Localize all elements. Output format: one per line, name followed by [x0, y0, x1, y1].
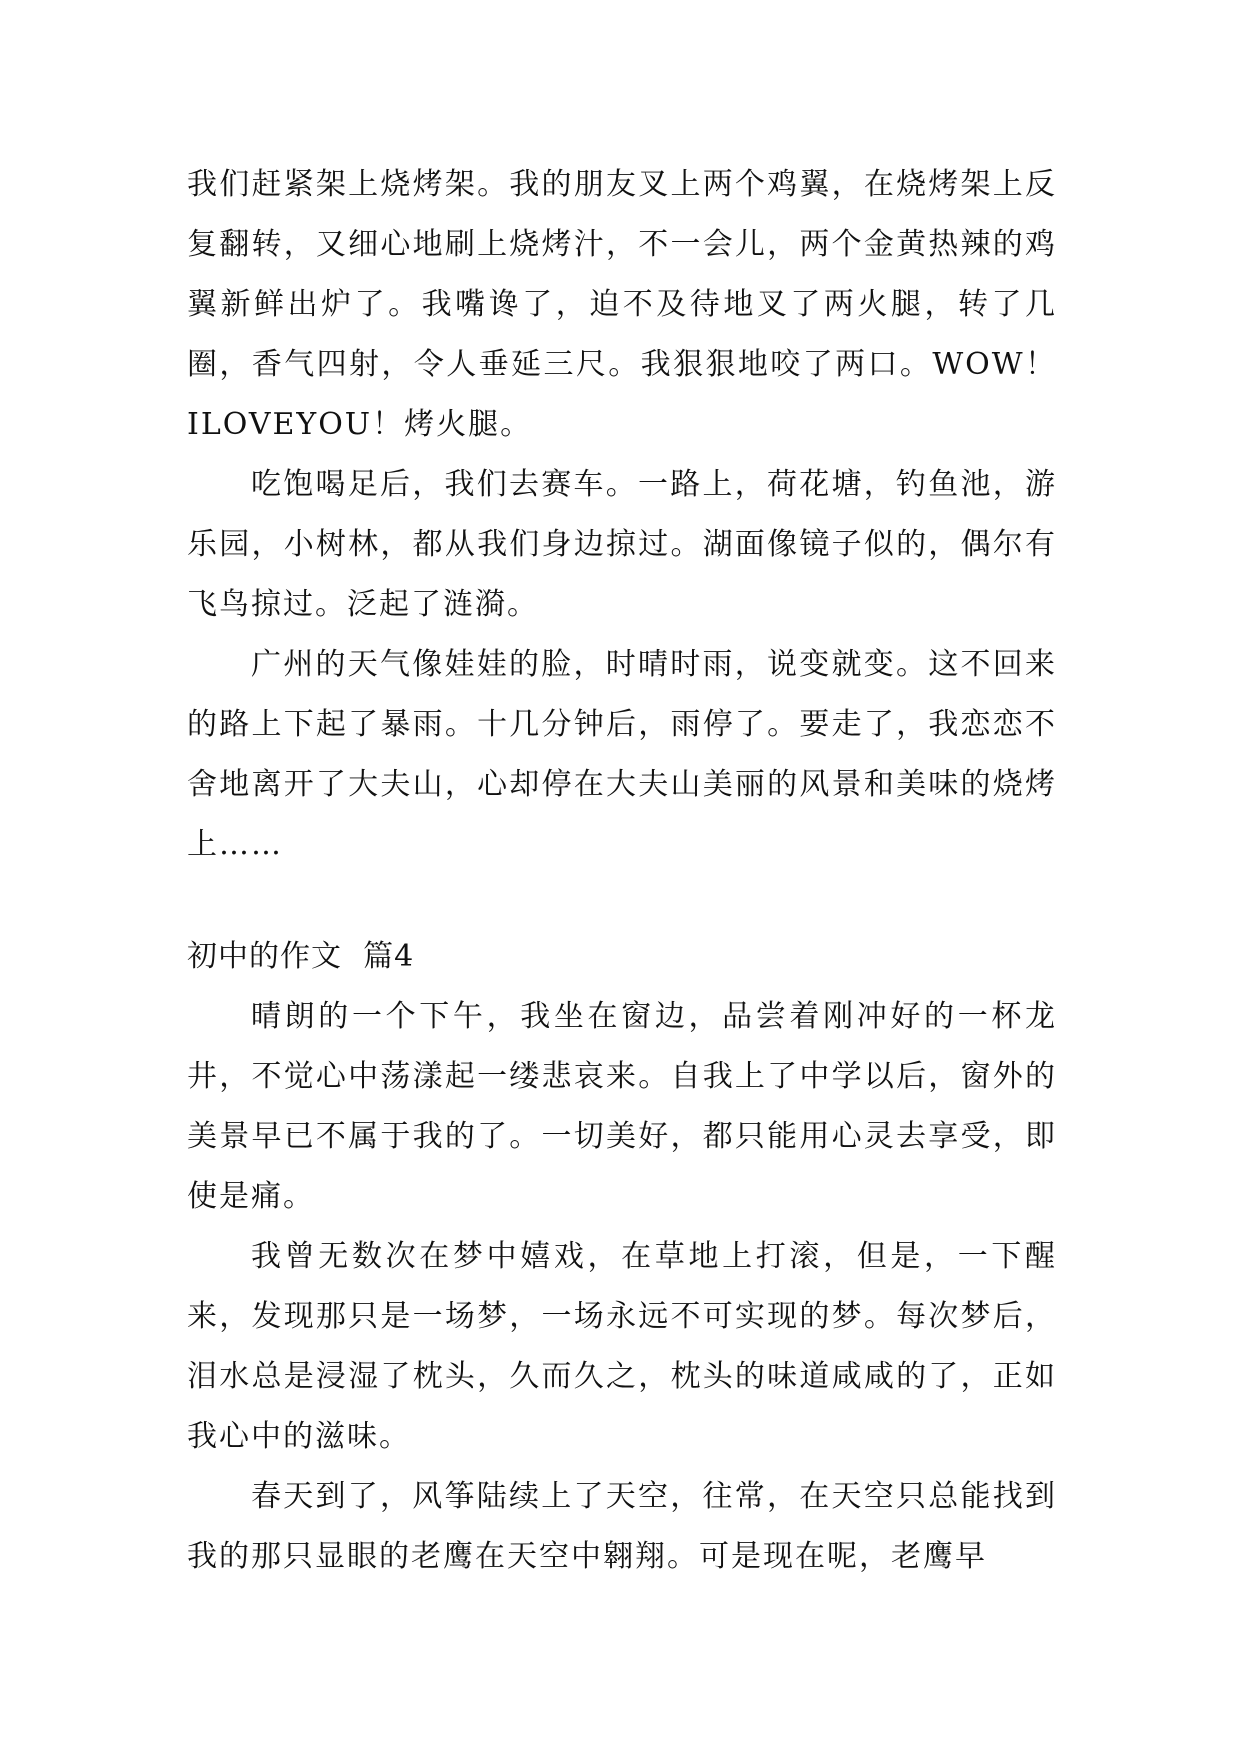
document-body: [187, 155, 1057, 1587]
section-heading: 初中的作文 篇4: [187, 939, 415, 974]
paragraph-kite: 春天到了，风筝陆续上了天空，往常，在天空只总能找到我的那只显眼的老鹰在天空中翱翔。可是现在呢，老鹰早: [187, 1479, 1057, 1574]
paragraph-afternoon: 晴朗的一个下午，我坐在窗边，品尝着刚冲好的一杯龙井，不觉心中荡漾起一缕悲哀来。自我上了中学以后，窗外的美景早已不属于我的了。一切美好，都只能用心灵去享受，即使是痛。: [187, 999, 1057, 1214]
paragraph-weather: 广州的天气像娃娃的脸，时晴时雨，说变就变。这不回来的路上下起了暴雨。十几分钟后，雨停了。要走了，我恋恋不舍地离开了大夫山，心却停在大夫山美丽的风景和美味的烧烤上……: [187, 647, 1057, 862]
paragraph-dream: 我曾无数次在梦中嬉戏，在草地上打滚，但是，一下醒来，发现那只是一场梦，一场永远不可实现的梦。每次梦后，泪水总是浸湿了枕头，久而久之，枕头的味道咸咸的了，正如我心中的滋味。: [187, 1239, 1057, 1454]
paragraph-racing: 吃饱喝足后，我们去赛车。一路上，荷花塘，钓鱼池，游乐园，小树林，都从我们身边掠过。湖面像镜子似的，偶尔有飞鸟掠过。泛起了涟漪。: [187, 467, 1057, 622]
paragraph-barbecue: 我们赶紧架上烧烤架。我的朋友叉上两个鸡翼，在烧烤架上反复翻转，又细心地刷上烧烤汁，不一会儿，两个金黄热辣的鸡翼新鲜出炉了。我嘴谗了，迫不及待地叉了两火腿，转了几圈，香气四射，令人垂延三尺。我狠狠地咬了两口。WOW！ILOVEYOU！烤火腿。: [187, 167, 1057, 442]
